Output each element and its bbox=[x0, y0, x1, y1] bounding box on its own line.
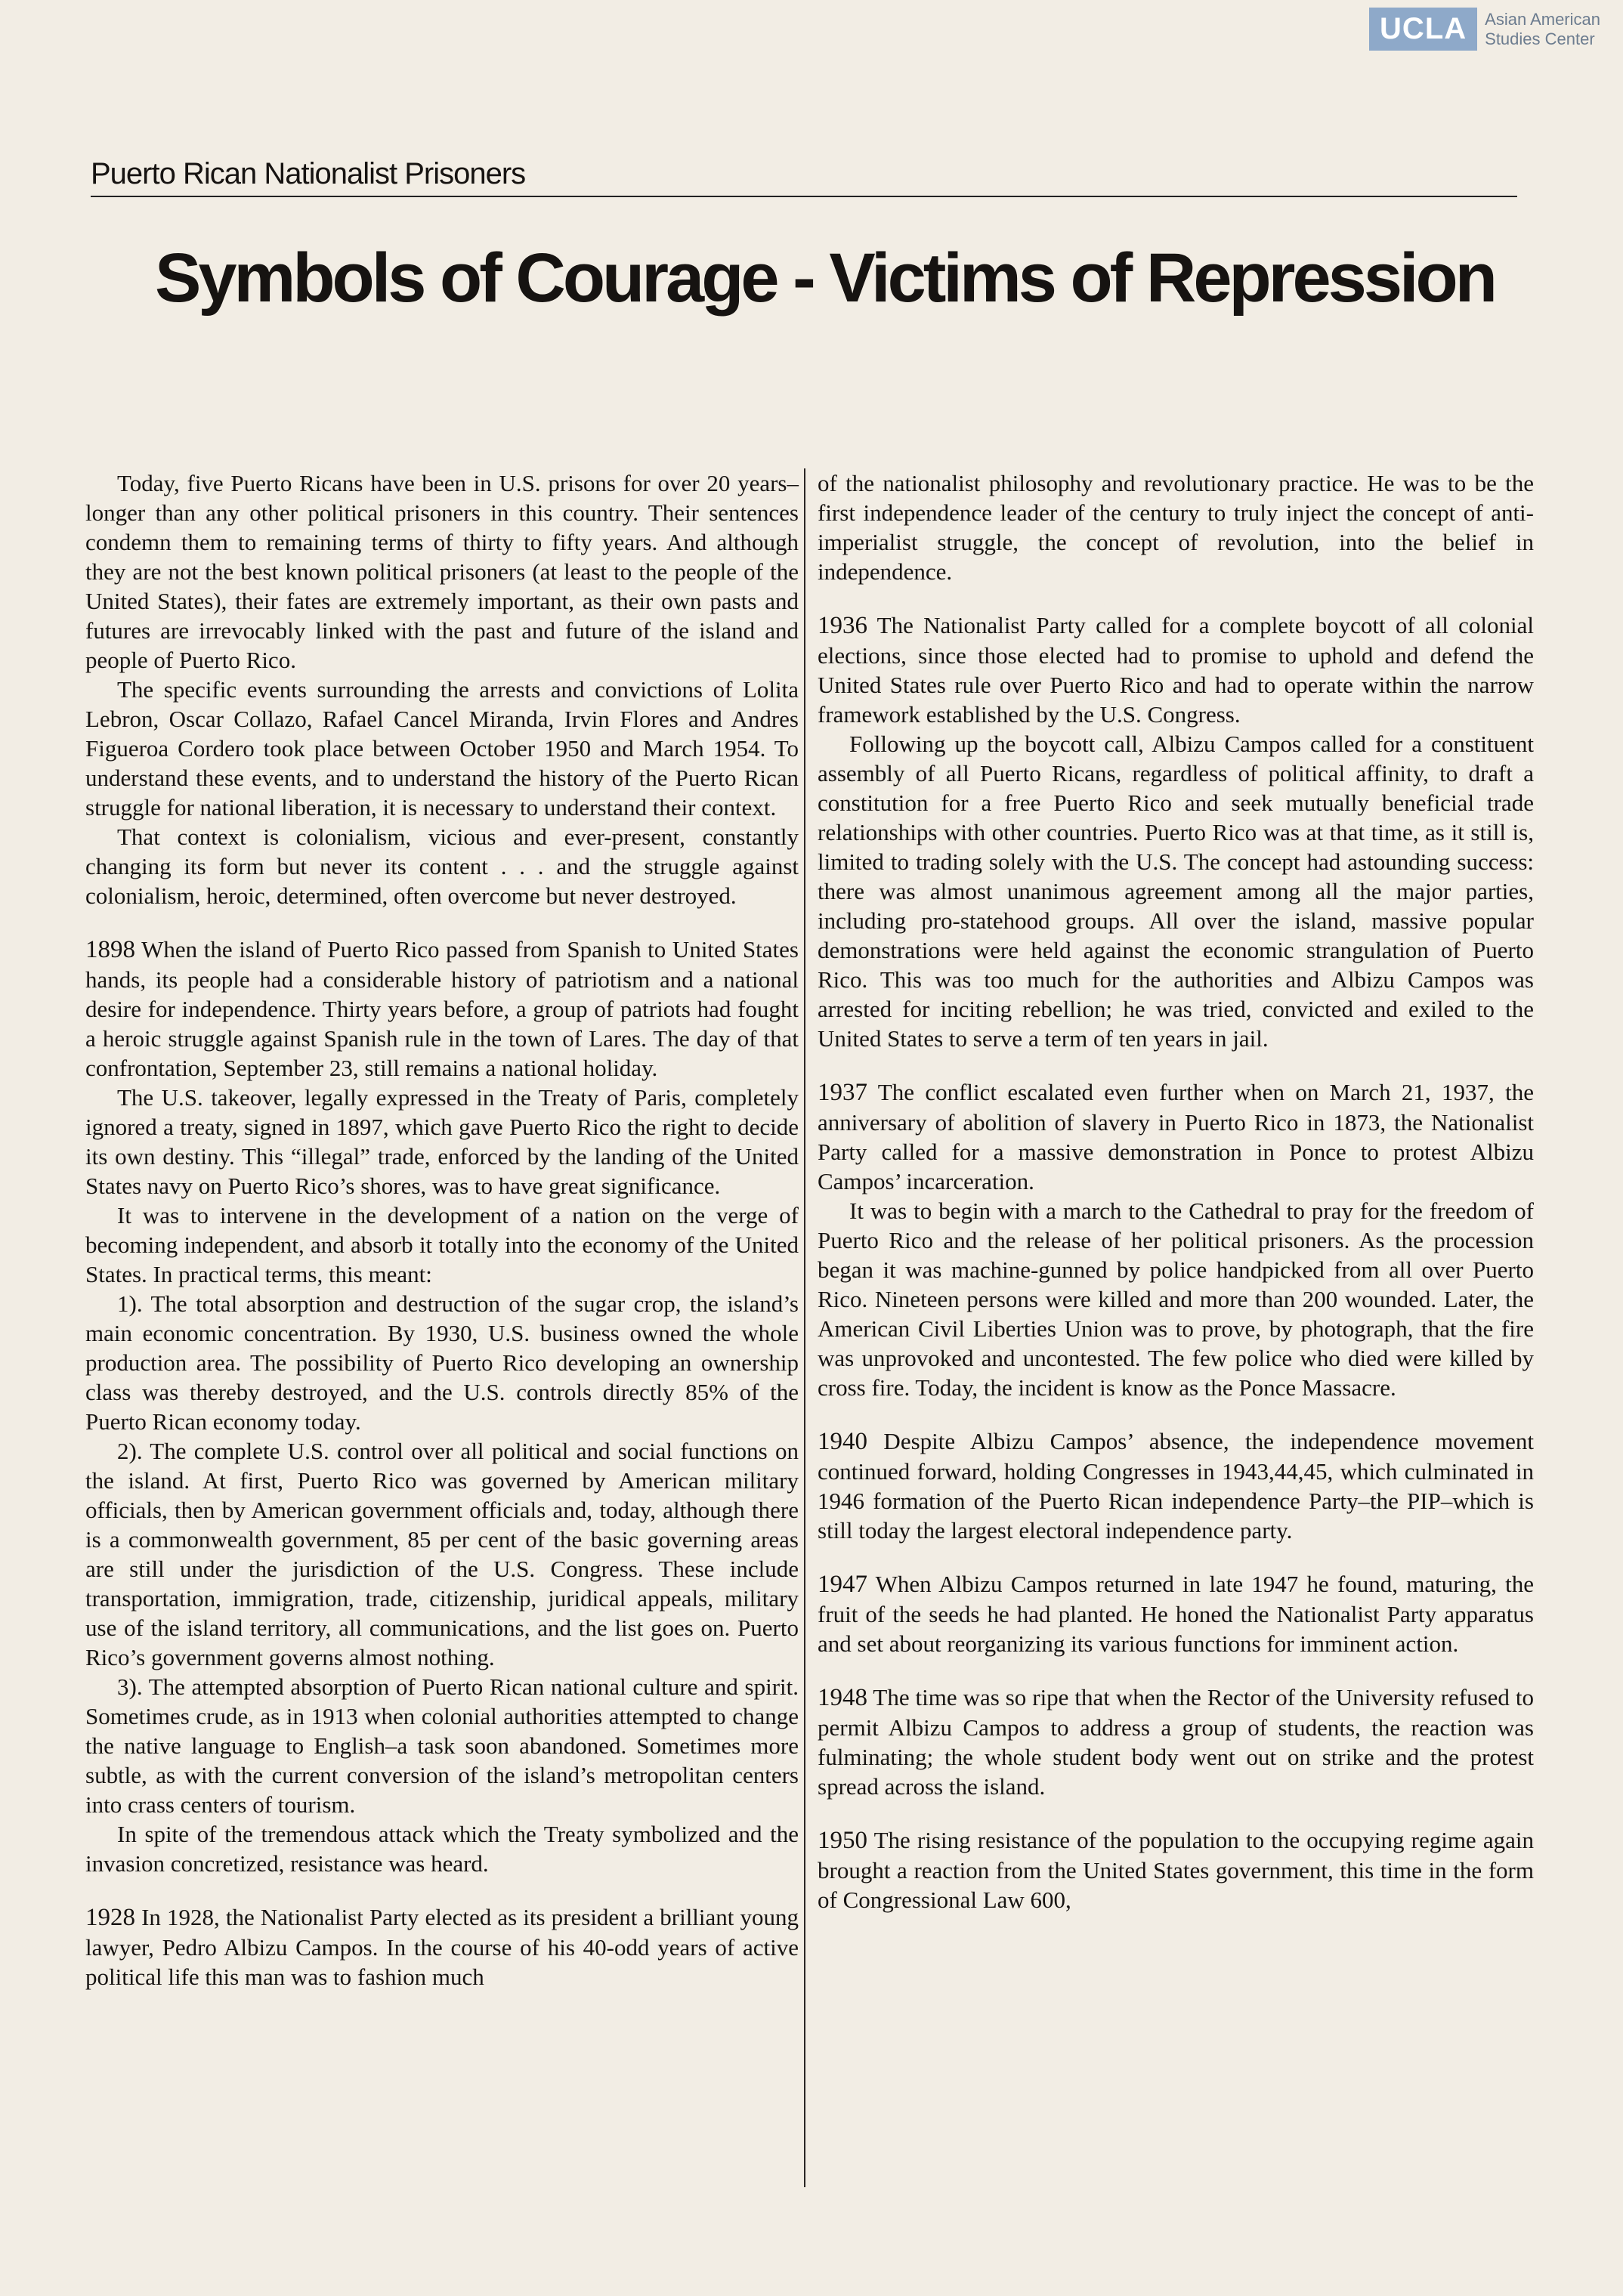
paragraph: In spite of the tremendous attack which the Treaty symbolized and the invasion concretized, resistance was heard. bbox=[85, 1821, 799, 1877]
list-item: 2). The complete U.S. control over all political and social functions on the island. At first, Puerto Rico was governed by American military officials, then by American government officials and, today, although there is a commonwealth government, 85 per cent of the basic governing areas are still under the jurisdiction of the U.S. Congress. These include transportation, immigration, trade, citizenship, juridical appeals, military use of the island territory, all communications, and the list goes on. Puerto Rico’s government governs almost nothing. bbox=[85, 1438, 799, 1670]
paragraph-1950 bbox=[818, 1825, 1534, 1914]
year-label: 1937 bbox=[818, 1079, 867, 1106]
center-name-line1: Asian American bbox=[1485, 9, 1600, 29]
year-label: 1898 bbox=[85, 936, 135, 963]
paragraph-1898 bbox=[85, 935, 799, 1083]
paragraph: The U.S. takeover, legally expressed in the Treaty of Paris, completely ignored a treaty, signed in 1897, which gave Puerto Rico the right to decide its own destiny. This “illegal” trade, enforced by the landing of the United States navy on Puerto Rico’s shores, was to have great significance. bbox=[85, 1084, 799, 1199]
paragraph: It was to begin with a march to the Cathedral to pray for the freedom of Puerto Rico and the release of her political prisoners. As the procession began it was machine-gunned by police handpicked from all over Puerto Rico. Nineteen persons were killed and more than 200 wounded. Later, the American Civil Liberties Union was to prove, by photograph, that the fire was unprovoked and uncontested. The few police who died were killed by cross fire. Today, the incident is know as the Ponce Massacre. bbox=[818, 1197, 1534, 1401]
paragraph-text: The time was so ripe that when the Rector of the University refused to permit Albizu Campos to address a group of students, the reaction was fulminating; the whole student body went out on strike and the protest spread across the island. bbox=[818, 1684, 1534, 1800]
year-label: 1936 bbox=[818, 612, 867, 639]
paragraph-1936 bbox=[818, 610, 1534, 729]
center-name-line2: Studies Center bbox=[1485, 29, 1595, 48]
year-label: 1928 bbox=[85, 1904, 135, 1931]
paragraph: That context is colonialism, vicious and ever-present, constantly changing its form but never its content . . . and the struggle against colonialism, heroic, determined, often overcome but never destroyed. bbox=[85, 824, 799, 909]
paragraph-text: In 1928, the Nationalist Party elected as its president a brilliant young lawyer, Pedro Albizu Campos. In the course of his 40-odd years of active political life this man was to fashion much bbox=[85, 1904, 799, 1990]
year-label: 1947 bbox=[818, 1571, 867, 1598]
paragraph: Following up the boycott call, Albizu Campos called for a constituent assembly of all Puerto Ricans, regardless of political affinity, to draft a constitution for a free Puerto Rico and seek mutually beneficial trade relationships with other countries. Puerto Rico was at that time, as it still is, limited to trading solely with the U.S. The concept had astounding success: there was almost unanimous agreement among all the major parties, including pro-statehood groups. All over the island, massive popular demonstrations were held against the economic strangulation of Puerto Rico. This was too much for the authorities and Albizu Campos was arrested for inciting rebellion; he was tried, convicted and exiled to the United States to serve a term of ten years in jail. bbox=[818, 731, 1534, 1052]
paragraph-1937 bbox=[818, 1077, 1534, 1196]
paragraph-text: The Nationalist Party called for a complete boycott of all colonial elections, since those elected had to promise to uphold and defend the United States rule over Puerto Rico and had to operate within the narrow framework established by the U.S. Congress. bbox=[818, 612, 1534, 728]
year-label: 1950 bbox=[818, 1827, 867, 1854]
right-column bbox=[818, 468, 1534, 1914]
ucla-logo: UCLA bbox=[1369, 8, 1477, 51]
paragraph: of the nationalist philosophy and revolutionary practice. He was to be the first independence leader of the century to truly inject the concept of anti-imperialist struggle, the concept of revolution, into the belief in independence. bbox=[818, 470, 1534, 585]
left-column bbox=[85, 468, 799, 1992]
paragraph-text: The conflict escalated even further when on March 21, 1937, the anniversary of abolition of slavery in Puerto Rico in 1873, the Nationalist Party called for a massive demonstration in Ponce to protest Albizu Campos’ incarceration. bbox=[818, 1079, 1534, 1194]
paragraph-text: When Albizu Campos returned in late 1947 he found, maturing, the fruit of the seeds he had planted. He honed the Nationalist Party apparatus and set about reorganizing its various functions for imminent action. bbox=[818, 1571, 1534, 1657]
ucla-badge bbox=[1369, 8, 1600, 51]
paragraph: Today, five Puerto Ricans have been in U.S. prisons for over 20 years–longer than any other political prisoners in this country. Their sentences condemn them to remaining terms of thirty to fifty years. And although they are not the best known political prisoners (at least to the people of the United States), their fates are extremely important, as their own pasts and futures are irrevocably linked with the past and future of the island and people of Puerto Rico. bbox=[85, 470, 799, 673]
year-label: 1940 bbox=[818, 1428, 867, 1455]
paragraph-1948 bbox=[818, 1683, 1534, 1801]
paragraph: The specific events surrounding the arrests and convictions of Lolita Lebron, Oscar Collazo, Rafael Cancel Miranda, Irvin Flores and Andres Figueroa Cordero took place between October 1950 and March 1954. To understand these events, and to understand the history of the Puerto Rican struggle for national liberation, it is necessary to understand their context. bbox=[85, 676, 799, 820]
paragraph-1947 bbox=[818, 1569, 1534, 1658]
article-headline: Symbols of Courage - Victims of Repression bbox=[155, 239, 1495, 317]
paragraph-text: The rising resistance of the population to the occupying regime again brought a reaction from the United States government, this time in the form of Congressional Law 600, bbox=[818, 1827, 1534, 1913]
center-name bbox=[1485, 10, 1600, 49]
column-divider bbox=[804, 468, 805, 2187]
paragraph-1928 bbox=[85, 1902, 799, 1992]
list-item: 1). The total absorption and destruction of the sugar crop, the island’s main economic concentration. By 1930, U.S. business owned the whole production area. The possibility of Puerto Rico developing an ownership class was thereby destroyed, and the U.S. controls directly 85% of the Puerto Rican economy today. bbox=[85, 1290, 799, 1435]
section-kicker: Puerto Rican Nationalist Prisoners bbox=[91, 157, 1517, 197]
paragraph-text: When the island of Puerto Rico passed from Spanish to United States hands, its people had a considerable history of patriotism and a national desire for independence. Thirty years before, a group of patriots had fought a heroic struggle against Spanish rule in the town of Lares. The day of that confrontation, September 23, still remains a national holiday. bbox=[85, 936, 799, 1081]
paragraph-text: Despite Albizu Campos’ absence, the independence movement continued forward, holding Congresses in 1943,44,45, which culminated in 1946 formation of the Puerto Rican independence Party–the PIP–which is still today the largest electoral independence party. bbox=[818, 1428, 1534, 1544]
year-label: 1948 bbox=[818, 1684, 867, 1711]
paragraph-1940 bbox=[818, 1426, 1534, 1545]
list-item: 3). The attempted absorption of Puerto Rican national culture and spirit. Sometimes crude, as in 1913 when colonial authorities attempted to change the native language to English–a task soon abandoned. Sometimes more subtle, as with the current conversion of the island’s metropolitan centers into crass centers of tourism. bbox=[85, 1673, 799, 1818]
paragraph: It was to intervene in the development of a nation on the verge of becoming independent, and absorb it totally into the economy of the United States. In practical terms, this meant: bbox=[85, 1202, 799, 1287]
